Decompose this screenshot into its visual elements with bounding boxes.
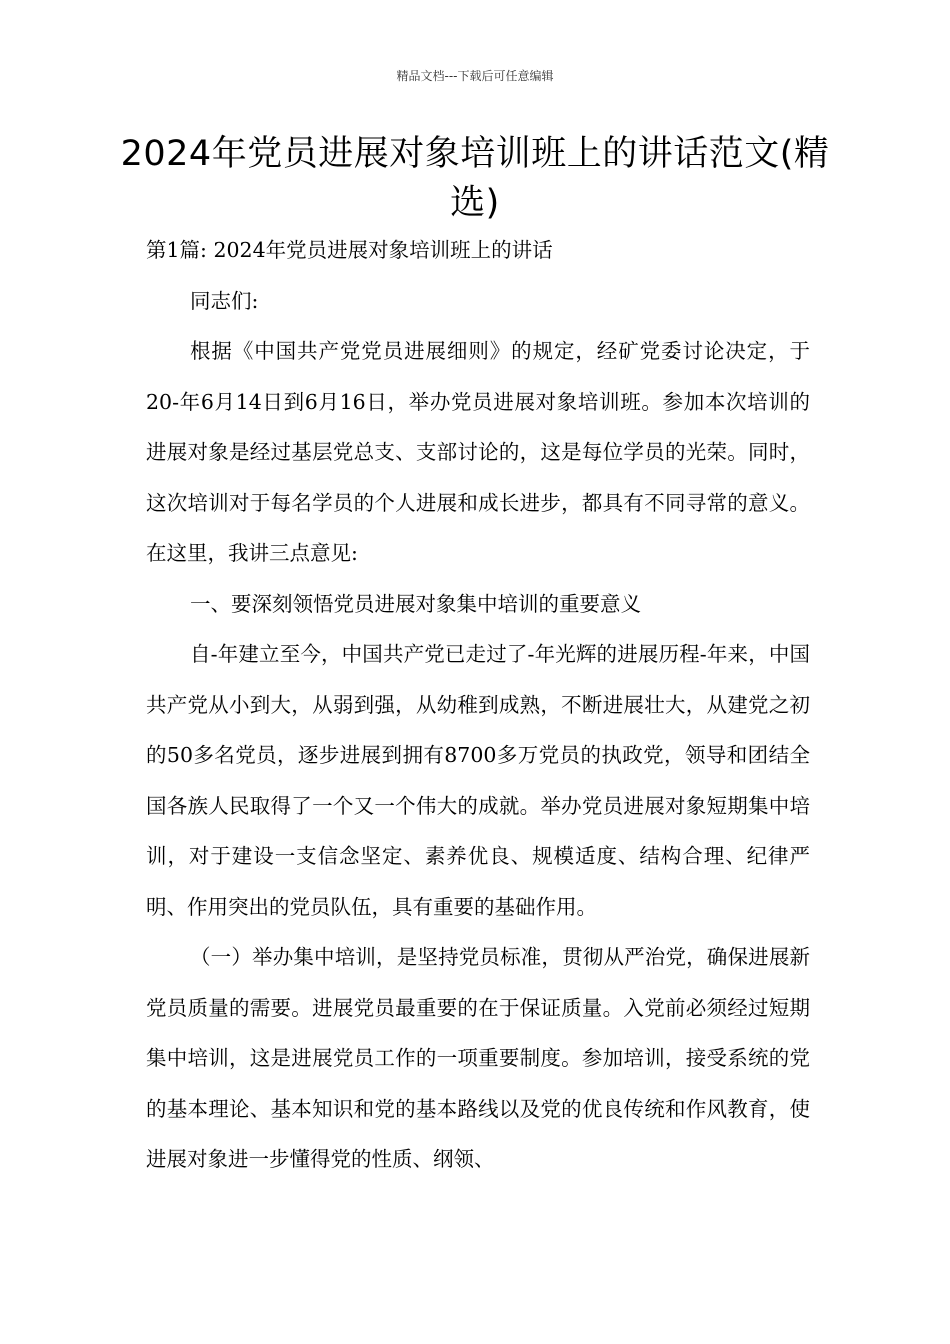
section-heading: 第1篇: 2024年党员进展对象培训班上的讲话 [146, 238, 553, 262]
document-body [146, 225, 810, 1185]
paragraph-heading: 一、要深刻领悟党员进展对象集中培训的重要意义 [190, 591, 641, 616]
paragraph-salutation: 同志们: [190, 288, 259, 313]
document-title: 2024年党员进展对象培训班上的讲话范文(精选) [120, 134, 830, 223]
paragraph: 根据《中国共产党党员进展细则》的规定，经矿党委讨论决定，于20-年6月14日到6月16日，举办党员进展对象培训班。参加本次培训的进展对象是经过基层党总支、支部讨论的，这是每位学员的光荣。同时，这次培训对于每名学员的个人进展和成长进步，都具有不同寻常的意义。在这里，我讲三点意见: [146, 339, 810, 565]
page-header: 精品文档---下载后可任意编辑 [396, 69, 554, 83]
paragraph: 自-年建立至今，中国共产党已走过了-年光辉的进展历程-年来，中国共产党从小到大，从弱到强，从幼稚到成熟，不断进展壮大，从建党之初的50多名党员，逐步进展到拥有8700多万党员的执政党，领导和团结全国各族人民取得了一个又一个伟大的成就。举办党员进展对象短期集中培训，对于建设一支信念坚定、素养优良、规模适度、结构合理、纪律严明、作用突出的党员队伍，具有重要的基础作用。 [146, 642, 810, 919]
paragraph: （一）举办集中培训，是坚持党员标准，贯彻从严治党，确保进展新党员质量的需要。进展党员最重要的在于保证质量。入党前必须经过短期集中培训，这是进展党员工作的一项重要制度。参加培训，接受系统的党的基本理论、基本知识和党的基本路线以及党的优良传统和作风教育，使进展对象进一步懂得党的性质、纲领、 [146, 945, 810, 1171]
